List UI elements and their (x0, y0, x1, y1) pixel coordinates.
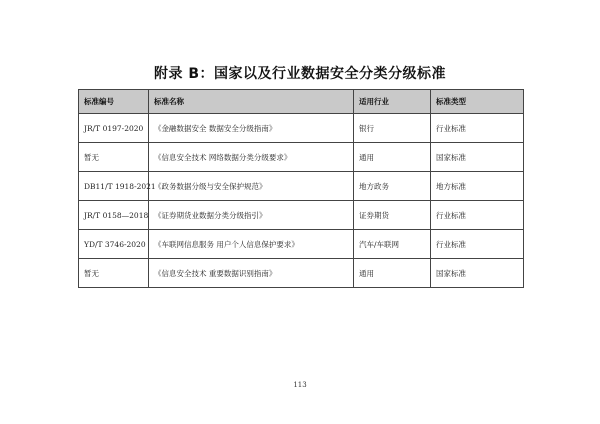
cell-standard-name: 《信息安全技术 重要数据识别指南》 (149, 259, 354, 288)
cell-standard-name: 《证券期货业数据分类分级指引》 (149, 201, 354, 230)
cell-standard-type: 行业标准 (431, 114, 524, 143)
cell-standard-name: 《金融数据安全 数据安全分级指南》 (149, 114, 354, 143)
header-standard-name: 标准名称 (149, 90, 354, 114)
cell-standard-type: 行业标准 (431, 230, 524, 259)
cell-standard-type: 地方标准 (431, 172, 524, 201)
cell-standard-name: 《信息安全技术 网络数据分类分级要求》 (149, 143, 354, 172)
cell-applicable-industry: 地方政务 (354, 172, 431, 201)
header-applicable-industry: 适用行业 (354, 90, 431, 114)
table-row (79, 172, 524, 201)
cell-standard-type: 国家标准 (431, 259, 524, 288)
cell-applicable-industry: 汽车/车联网 (354, 230, 431, 259)
table-row (79, 230, 524, 259)
cell-applicable-industry: 通用 (354, 143, 431, 172)
cell-standard-name: 《政务数据分级与安全保护规范》 (149, 172, 354, 201)
cell-standard-code: YD/T 3746-2020 (79, 230, 149, 259)
cell-standard-code: 暂无 (79, 143, 149, 172)
page-number: 113 (293, 381, 307, 389)
table-row (79, 201, 524, 230)
cell-applicable-industry: 证券期货 (354, 201, 431, 230)
header-standard-type: 标准类型 (431, 90, 524, 114)
cell-standard-code: JR/T 0158—2018 (79, 201, 149, 230)
table-row (79, 143, 524, 172)
cell-standard-type: 行业标准 (431, 201, 524, 230)
header-standard-code: 标准编号 (79, 90, 149, 114)
cell-applicable-industry: 银行 (354, 114, 431, 143)
standards-table (78, 89, 524, 288)
cell-standard-code: DB11/T 1918-2021 (79, 172, 149, 201)
cell-applicable-industry: 通用 (354, 259, 431, 288)
table-row (79, 259, 524, 288)
cell-standard-code: JR/T 0197-2020 (79, 114, 149, 143)
table-row (79, 114, 524, 143)
page-title: 附录 B：国家以及行业数据安全分类分级标准 (153, 66, 447, 82)
cell-standard-name: 《车联网信息服务 用户个人信息保护要求》 (149, 230, 354, 259)
cell-standard-code: 暂无 (79, 259, 149, 288)
table-header-row (79, 90, 524, 114)
cell-standard-type: 国家标准 (431, 143, 524, 172)
